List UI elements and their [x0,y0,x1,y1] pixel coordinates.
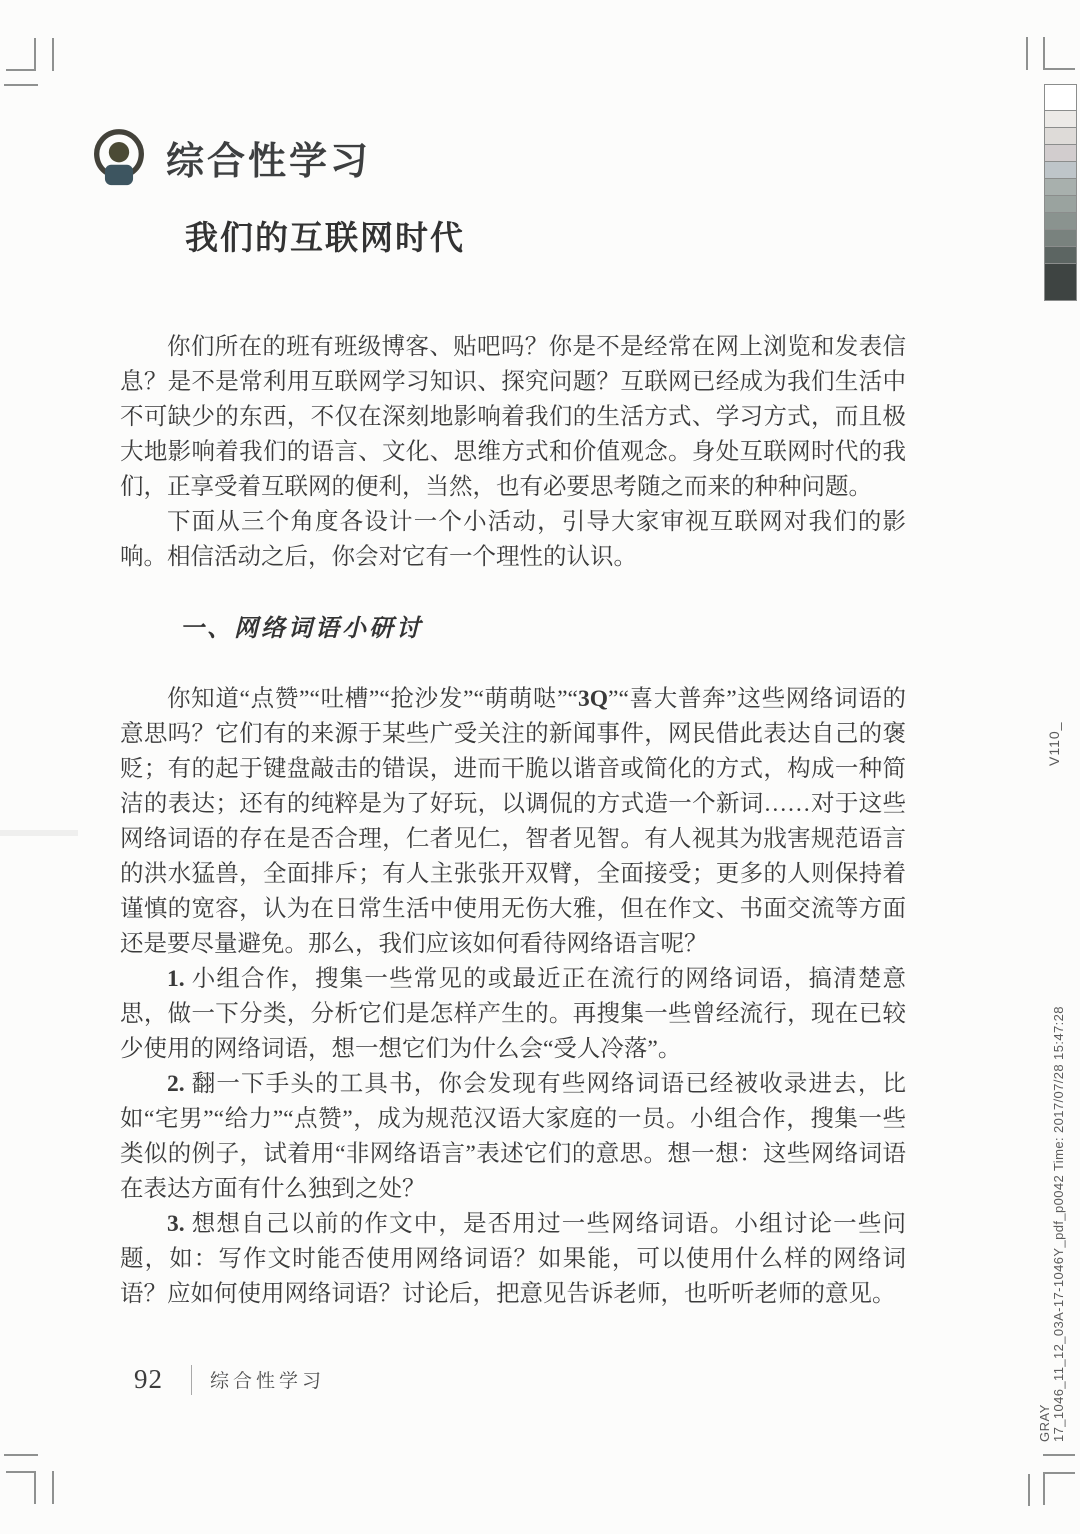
activity-item-3 [120,1207,906,1312]
crop-mark [52,38,54,71]
crop-mark [1028,1474,1030,1506]
crop-mark [1043,1472,1045,1505]
grayscale-step [1045,179,1076,196]
item-number: 3. [167,1211,185,1237]
activity-section [120,682,906,1312]
footer-divider [191,1365,192,1395]
grayscale-step [1045,111,1076,128]
page-title: 我们的互联网时代 [185,221,465,257]
scan-smudge [0,830,78,836]
grayscale-step [1045,264,1076,300]
grayscale-calibration-strip [1044,84,1077,301]
chapter-header [88,126,371,188]
discussion-text-bold: 3Q [577,686,609,712]
item-text: 想想自己以前的作文中，是否用过一些网络词语。小组讨论一些问题，如：写作文时能否使用网络词语？如果能，可以使用什么样的网络词语？应如何使用网络词语？讨论后，把意见告诉老师，也听听老师的意见。 [120,1211,907,1307]
grayscale-step [1045,213,1076,230]
discussion-text-post: ”“喜大普奔”这些网络词语的意思吗？它们有的来源于某些广受关注的新闻事件，网民借此表达自己的褒贬；有的起于键盘敲击的错误，进而干脆以谐音或简化的方式，构成一种简洁的表达；还有的纯粹是为了好玩，以调侃的方式造一个新词……对于这些网络词语的存在是否合理，仁者见仁，智者见智。有人视其为戕害规范语言的洪水猛兽，全面排斥；有人主张张开双臂，全面接受；更多的人则保持着谨慎的宽容，认为在日常生活中使用无伤大雅，但在作文、书面交流等方面还是要尽量避免。那么，我们应该如何看待网络语言呢？ [120,686,906,957]
crop-mark [1043,37,1045,70]
side-version-code: V110_ [1046,721,1062,766]
grayscale-step [1045,162,1076,179]
intro-paragraph-1: 你们所在的班有班级博客、贴吧吗？你是不是经常在网上浏览和发表信息？是不是常利用互联网学习知识、探究问题？互联网已经成为我们生活中不可缺少的东西，不仅在深刻地影响着我们的生活方式、学习方式，而且极大地影响着我们的语言、文化、思维方式和价值观念。身处互联网时代的我们，正享受着互联网的便利，当然，也有必要思考随之而来的种种问题。 [120,334,906,500]
crop-mark [34,38,36,71]
crop-mark [6,1471,36,1473]
page-footer [134,1364,325,1395]
crop-mark [1026,37,1028,70]
grayscale-step [1045,196,1076,213]
crop-mark [1043,1472,1075,1474]
item-text: 翻一下手头的工具书，你会发现有些网络词语已经被收录进去，比如“宅男”“给力”“点赞”，成为规范汉语大家庭的一员。小组合作，搜集一些类似的例子，试着用“非网络语言”表述它们的意思。想一想：这些网络词语在表达方面有什么独到之处？ [120,1071,907,1202]
chapter-header-label: 综合性学习 [166,140,372,183]
person-icon-head [109,142,129,162]
grayscale-step [1045,85,1076,111]
item-number: 1. [167,966,185,992]
crop-mark [1043,1454,1075,1456]
print-color-label: GRAY [1037,1404,1052,1442]
intro-section [120,330,906,575]
crop-mark [1043,68,1075,70]
page-number: 92 [134,1364,163,1394]
activity-item-2 [120,1067,906,1207]
crop-mark [34,1471,36,1504]
grayscale-step [1045,128,1076,145]
discussion-paragraph [120,682,906,962]
item-text: 小组合作，搜集一些常见的或最近正在流行的网络词语，搞清楚意思，做一下分类，分析它们是怎样产生的。再搜集一些曾经流行，现在已较少使用的网络词语，想一想它们为什么会“受人冷落”。 [120,966,907,1062]
footer-section-label: 综合性学习 [210,1371,326,1392]
crop-mark [4,84,38,86]
discussion-text-pre: 你知道“点赞”“吐槽”“抢沙发”“萌萌哒”“ [167,686,578,712]
crop-mark [52,1471,54,1504]
person-badge-icon [88,126,150,188]
print-info-line: 17_1046_11_12_03A-17-1046Y_pdf_p0042 Time: 2017/07/28 15:47:28 [1051,1006,1066,1442]
crop-mark [4,1454,38,1456]
section-heading: 一、网络词语小研讨 [180,616,423,642]
activity-item-1 [120,962,906,1067]
grayscale-step [1045,230,1076,247]
intro-paragraph-2: 下面从三个角度各设计一个小活动，引导大家审视互联网对我们的影响。相信活动之后，你会对它有一个理性的认识。 [120,509,906,570]
item-number: 2. [167,1071,185,1097]
crop-mark [6,69,36,71]
grayscale-step [1045,247,1076,264]
person-icon-body [105,165,133,185]
grayscale-step [1045,145,1076,162]
